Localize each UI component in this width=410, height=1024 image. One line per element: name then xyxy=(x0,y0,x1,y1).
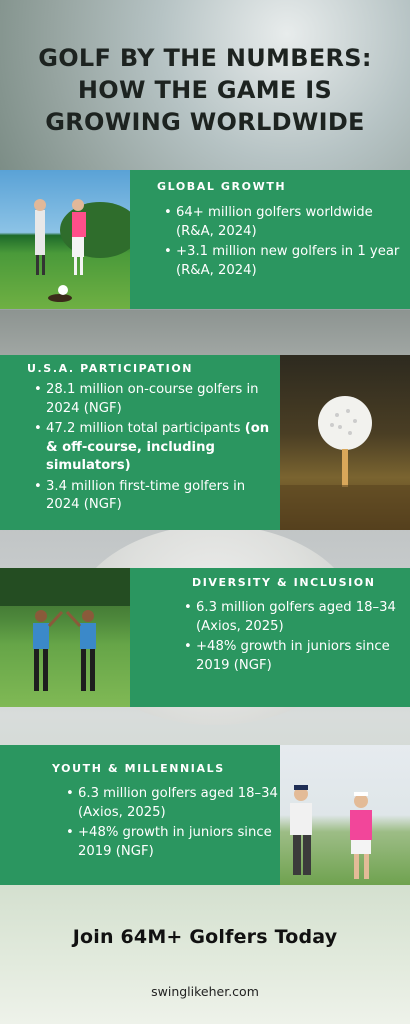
background-grass xyxy=(0,885,410,1024)
section-heading: U.S.A. PARTICIPATION xyxy=(27,362,194,375)
section-youth-millennials xyxy=(0,745,280,885)
photo-golfers-on-green xyxy=(0,170,130,309)
fact-list xyxy=(64,785,278,863)
fact-list xyxy=(182,599,410,677)
title-line-3: GROWING WORLDWIDE xyxy=(45,108,365,136)
title-line-2: HOW THE GAME IS xyxy=(77,76,333,104)
list-item: • 6.3 million golfers aged 18–34 (Axios, 2025) xyxy=(196,599,410,636)
page-title xyxy=(0,42,410,138)
section-usa-participation xyxy=(0,355,280,530)
list-item: • +3.1 million new golfers in 1 year (R&A, 2024) xyxy=(176,243,406,280)
photo-golfers-high-five xyxy=(0,568,130,707)
list-item: • +48% growth in juniors since 2019 (NGF) xyxy=(78,824,278,861)
list-item-text: 47.2 million total participants xyxy=(46,421,241,436)
list-item: • 3.4 million first-time golfers in 2024 (NGF) xyxy=(46,478,282,515)
title-line-1: GOLF BY THE NUMBERS: xyxy=(38,44,372,72)
section-heading: YOUTH & MILLENNIALS xyxy=(52,762,225,775)
section-global-growth xyxy=(130,170,410,309)
list-item-bold-text: (on & off-course, including simulators) xyxy=(46,421,270,473)
list-item: • 64+ million golfers worldwide (R&A, 2024) xyxy=(176,204,406,241)
list-item: • 28.1 million on-course golfers in 2024 (NGF) xyxy=(46,381,282,418)
background-band xyxy=(0,310,410,355)
list-item xyxy=(46,420,282,476)
section-diversity-inclusion xyxy=(130,568,410,707)
photo-young-golfers xyxy=(280,745,410,885)
photo-golf-ball-on-tee xyxy=(280,355,410,530)
fact-list xyxy=(162,204,406,282)
section-heading: GLOBAL GROWTH xyxy=(157,180,287,193)
fact-list xyxy=(32,381,282,517)
section-heading: DIVERSITY & INCLUSION xyxy=(192,576,376,589)
call-to-action: Join 64M+ Golfers Today xyxy=(72,926,338,948)
website-link[interactable]: swinglikeher.com xyxy=(151,984,259,999)
list-item: • 6.3 million golfers aged 18–34 (Axios, 2025) xyxy=(78,785,278,822)
list-item: • +48% growth in juniors since 2019 (NGF) xyxy=(196,638,410,675)
